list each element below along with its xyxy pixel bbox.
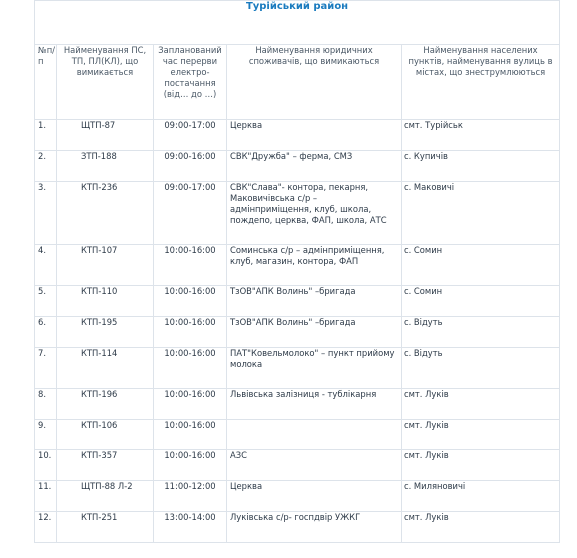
row-outage-time: 13:00-14:00	[154, 512, 227, 543]
row-number: 8.	[35, 389, 57, 420]
header-outage-time: Запланований час перерви електро-постачання (від… до …)	[154, 45, 227, 120]
row-outage-time: 10:00-16:00	[154, 420, 227, 450]
table-row	[35, 389, 560, 420]
row-consumers: Луківська с/р- госпдвір УЖКГ	[227, 512, 402, 543]
header-substation: Найменування ПС, ТП, ПЛ(КЛ), що вимикається	[57, 45, 154, 120]
row-number: 10.	[35, 450, 57, 481]
header-settlements: Найменування населених пунктів, найменування вулиць в містах, що знеструмлюються	[402, 45, 560, 120]
row-settlement: смт. Луків	[402, 512, 560, 543]
row-settlement: смт. Луків	[402, 420, 560, 450]
row-number: 11.	[35, 481, 57, 512]
row-consumers: Церква	[227, 120, 402, 151]
row-number: 6.	[35, 317, 57, 348]
row-consumers: Церква	[227, 481, 402, 512]
row-consumers: Львівська залізниця - тублікарня	[227, 389, 402, 420]
table-row	[35, 481, 560, 512]
row-settlement: с. Купичів	[402, 151, 560, 182]
header-consumers: Найменування юридичних споживачів, що вимикаються	[227, 45, 402, 120]
row-number: 1.	[35, 120, 57, 151]
row-consumers: ТзОВ"АПК Волинь" –бригада	[227, 317, 402, 348]
row-number: 3.	[35, 182, 57, 245]
row-settlement: с. Сомин	[402, 286, 560, 317]
row-number: 12.	[35, 512, 57, 543]
row-consumers: ТзОВ"АПК Волинь" –бригада	[227, 286, 402, 317]
row-substation: КТП-357	[57, 450, 154, 481]
row-outage-time: 10:00-16:00	[154, 450, 227, 481]
table-row	[35, 317, 560, 348]
row-settlement: с. Відуть	[402, 348, 560, 389]
row-outage-time: 09:00-17:00	[154, 120, 227, 151]
row-substation: КТП-196	[57, 389, 154, 420]
row-outage-time: 09:00-16:00	[154, 151, 227, 182]
row-substation: ЗТП-188	[57, 151, 154, 182]
table-row	[35, 450, 560, 481]
row-settlement: с. Сомин	[402, 245, 560, 286]
row-consumers: АЗС	[227, 450, 402, 481]
row-outage-time: 10:00-16:00	[154, 245, 227, 286]
row-settlement: смт. Турійськ	[402, 120, 560, 151]
table-row	[35, 120, 560, 151]
row-number: 9.	[35, 420, 57, 450]
row-outage-time: 10:00-16:00	[154, 389, 227, 420]
row-outage-time: 10:00-16:00	[154, 286, 227, 317]
row-substation: КТП-114	[57, 348, 154, 389]
table-row	[35, 182, 560, 245]
district-title-row	[35, 1, 560, 45]
district-title: Турійський район	[35, 1, 560, 45]
row-substation: КТП-251	[57, 512, 154, 543]
row-outage-time: 10:00-16:00	[154, 317, 227, 348]
row-number: 5.	[35, 286, 57, 317]
table-row	[35, 151, 560, 182]
table-row	[35, 286, 560, 317]
row-outage-time: 10:00-16:00	[154, 348, 227, 389]
row-settlement: смт. Луків	[402, 389, 560, 420]
table-row	[35, 348, 560, 389]
row-substation: ЩТП-87	[57, 120, 154, 151]
header-number: №п/п	[35, 45, 57, 120]
table-header-row	[35, 45, 560, 120]
row-consumers: Соминська с/р – адмінприміщення, клуб, магазин, контора, ФАП	[227, 245, 402, 286]
row-substation: КТП-195	[57, 317, 154, 348]
outage-schedule-table	[34, 0, 560, 543]
row-settlement: с. Відуть	[402, 317, 560, 348]
table-row	[35, 245, 560, 286]
row-substation: КТП-106	[57, 420, 154, 450]
row-consumers	[227, 420, 402, 450]
row-consumers: СВК"Слава"- контора, пекарня, Маковичівська с/р – адмінприміщення, клуб, школа, пождепо, церква, ФАП, школа, АТС	[227, 182, 402, 245]
row-substation: КТП-110	[57, 286, 154, 317]
row-outage-time: 11:00-12:00	[154, 481, 227, 512]
row-number: 7.	[35, 348, 57, 389]
row-settlement: с. Маковичі	[402, 182, 560, 245]
table-row	[35, 512, 560, 543]
row-settlement: смт. Луків	[402, 450, 560, 481]
row-consumers: СВК"Дружба" – ферма, СМЗ	[227, 151, 402, 182]
row-substation: КТП-107	[57, 245, 154, 286]
row-substation: КТП-236	[57, 182, 154, 245]
row-settlement: с. Миляновичі	[402, 481, 560, 512]
table-row	[35, 420, 560, 450]
row-number: 2.	[35, 151, 57, 182]
row-number: 4.	[35, 245, 57, 286]
row-outage-time: 09:00-17:00	[154, 182, 227, 245]
row-substation: ЩТП-88 Л-2	[57, 481, 154, 512]
row-consumers: ПАТ"Ковельмолоко" – пункт прийому молока	[227, 348, 402, 389]
